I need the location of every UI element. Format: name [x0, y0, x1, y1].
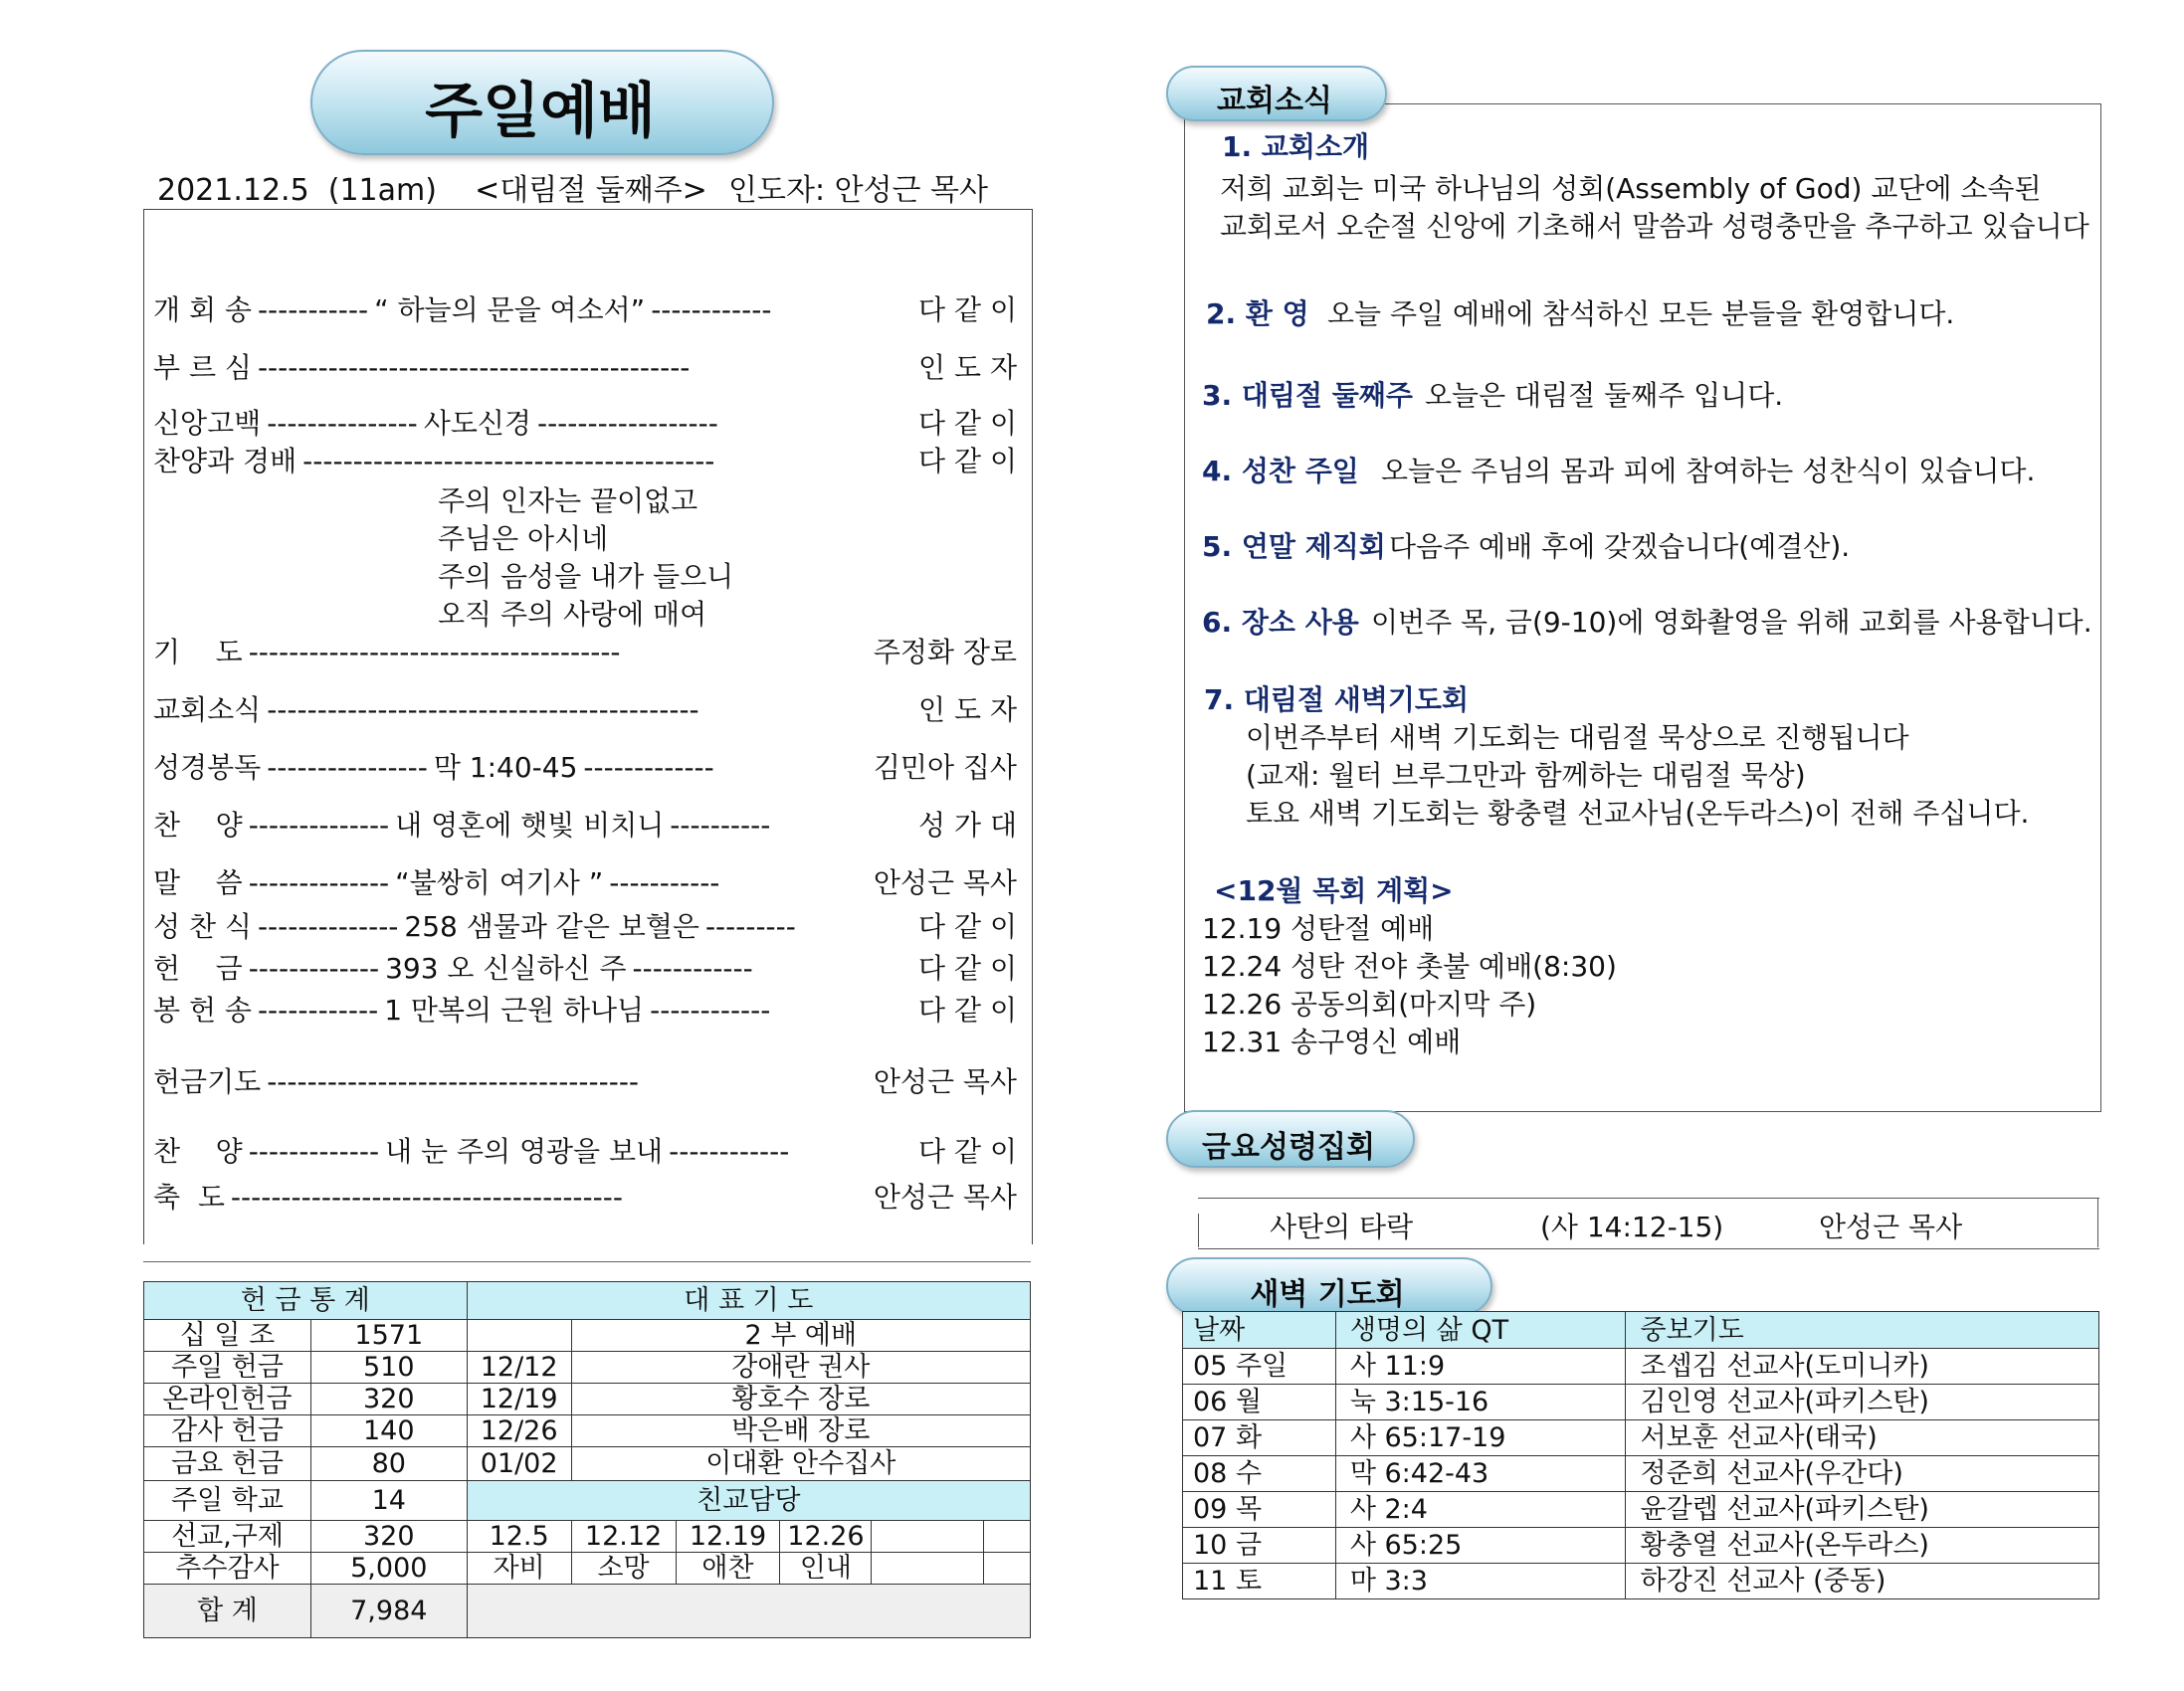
order-dashes: --------- — [704, 910, 796, 943]
order-row — [153, 746, 1017, 786]
plan-item: 12.31 송구영신 예배 — [1202, 1026, 1462, 1058]
order-dashes: ------------------------------------- — [267, 1065, 640, 1098]
order-dashes: -------------- — [257, 910, 399, 943]
fellowship-name: 애찬 — [676, 1553, 780, 1585]
prayer-name: 박은배 장로 — [571, 1415, 1030, 1447]
order-row — [153, 631, 1017, 670]
dawn-qt: 사 2:4 — [1335, 1492, 1626, 1528]
order-row — [153, 861, 1017, 901]
order-box-divider — [143, 1261, 1031, 1262]
order-left — [153, 631, 639, 670]
order-name: 축 도 — [153, 1181, 225, 1214]
order-left — [153, 346, 707, 386]
order-left — [153, 1176, 641, 1216]
dawn-row — [1183, 1492, 2099, 1528]
dawn-col-header: 날짜 — [1183, 1312, 1336, 1349]
order-name: 헌 금 — [153, 952, 243, 985]
order-dashes: ------------- — [248, 952, 380, 985]
dawn-row — [1183, 1420, 2099, 1456]
friday-preacher: 안성근 목사 — [1819, 1211, 1963, 1243]
praise-song: 주의 인자는 끝이없고 — [438, 484, 698, 517]
order-name: 개 회 송 — [153, 293, 252, 326]
offering-header: 헌 금 통 계 — [144, 1282, 468, 1320]
prayer-name: 이대환 안수집사 — [571, 1447, 1030, 1481]
dawn-row — [1183, 1564, 2099, 1599]
order-dashes: ------------------------------------------- — [257, 351, 691, 384]
offering-value: 320 — [310, 1384, 467, 1415]
order-left — [153, 1130, 795, 1170]
news-text: 토요 새벽 기도회는 황충렬 선교사님(온두라스)이 전해 주십니다. — [1246, 797, 2030, 830]
dawn-col-header: 중보기도 — [1626, 1312, 2099, 1349]
order-who: 안성근 목사 — [873, 866, 1017, 899]
offering-label: 추수감사 — [144, 1553, 311, 1585]
empty-cell — [984, 1521, 1031, 1553]
offering-label: 온라인헌금 — [144, 1384, 311, 1415]
dawn-intercession: 하강진 선교사 (중동) — [1626, 1564, 2099, 1599]
dawn-day: 06 월 — [1183, 1385, 1336, 1420]
order-name: 헌금기도 — [153, 1065, 262, 1098]
order-who: 김민아 집사 — [873, 751, 1017, 784]
offering-total-label: 합 계 — [144, 1585, 311, 1638]
order-name: 봉 헌 송 — [153, 994, 252, 1027]
friday-box-left — [1198, 1214, 1199, 1247]
order-item: “ 하늘의 문을 여소서” — [374, 293, 646, 326]
date: 2021.12.5 — [157, 173, 309, 208]
order-name: 말 씀 — [153, 866, 243, 899]
news-heading: 2. 환 영 — [1206, 297, 1309, 330]
offering-total-value: 7,984 — [310, 1585, 467, 1638]
praise-song: 오직 주의 사랑에 매여 — [438, 598, 707, 631]
offering-label: 선교,구제 — [144, 1521, 311, 1553]
order-left — [153, 804, 776, 844]
order-who: 다 같 이 — [918, 994, 1017, 1027]
dawn-intercession: 정준희 선교사(우간다) — [1626, 1456, 2099, 1492]
friday-sermon: 사탄의 타락 — [1270, 1211, 1414, 1243]
order-dashes: ------------- — [583, 751, 714, 784]
order-row — [153, 1060, 1017, 1100]
order-dashes: ------------------------------------- — [248, 636, 621, 668]
order-dashes: -------------- — [248, 809, 390, 842]
order-who: 다 같 이 — [918, 445, 1017, 477]
order-dashes: ----------- — [609, 866, 720, 899]
offering-value: 140 — [310, 1415, 467, 1447]
order-name: 성경봉독 — [153, 751, 262, 784]
order-left — [153, 947, 759, 987]
news-text: 저희 교회는 미국 하나님의 성회(Assembly of God) 교단에 소속된 — [1220, 172, 2042, 205]
order-row — [153, 402, 1017, 442]
dawn-day: 05 주일 — [1183, 1349, 1336, 1385]
offering-label: 주일 학교 — [144, 1481, 311, 1521]
order-dashes: ----------------------------------------- — [302, 445, 715, 477]
dawn-rows — [1183, 1349, 2099, 1599]
offering-label: 주일 헌금 — [144, 1352, 311, 1384]
order-dashes: ---------- — [670, 809, 771, 842]
fellowship-date: 12.12 — [571, 1521, 676, 1553]
prayer-header: 대 표 기 도 — [467, 1282, 1030, 1320]
dawn-qt: 사 65:17-19 — [1335, 1420, 1626, 1456]
dawn-title: 새벽 기도회 — [1250, 1277, 1405, 1312]
order-dashes: ----------- — [257, 293, 369, 326]
order-left — [153, 288, 777, 328]
dawn-table — [1182, 1311, 2099, 1599]
news-text: 다음주 예배 후에 갖겠습니다(예결산). — [1389, 530, 1851, 563]
fellowship-date: 12.5 — [467, 1521, 571, 1553]
order-who: 주정화 장로 — [873, 636, 1017, 668]
order-item: 내 영혼에 햇빛 비치니 — [395, 809, 665, 842]
order-name: 기 도 — [153, 636, 243, 668]
dawn-intercession: 황충열 선교사(온두라스) — [1626, 1528, 2099, 1564]
dawn-day: 11 토 — [1183, 1564, 1336, 1599]
praise-song: 주의 음성을 내가 들으니 — [438, 560, 734, 593]
dawn-row — [1183, 1349, 2099, 1385]
order-who: 다 같 이 — [918, 293, 1017, 326]
order-row — [153, 346, 1017, 386]
order-left — [153, 746, 720, 786]
order-dashes: --------------------------------------- — [230, 1181, 623, 1214]
dawn-day: 09 목 — [1183, 1492, 1336, 1528]
order-row — [153, 440, 1017, 479]
order-item: 393 오 신실하신 주 — [385, 952, 627, 985]
news-heading: 3. 대림절 둘째주 — [1202, 379, 1413, 412]
order-item: “불쌍히 여기사 ” — [395, 866, 604, 899]
order-row — [153, 905, 1017, 945]
dawn-qt: 눅 3:15-16 — [1335, 1385, 1626, 1420]
offering-label: 금요 헌금 — [144, 1447, 311, 1481]
plan-title: <12월 목회 계획> — [1214, 874, 1454, 907]
order-who: 인 도 자 — [918, 351, 1017, 384]
order-name: 찬 양 — [153, 809, 243, 842]
friday-box-right — [2097, 1198, 2098, 1247]
order-dashes: ---------------- — [267, 751, 428, 784]
news-text: 이번주 목, 금(9-10)에 영화촬영을 위해 교회를 사용합니다. — [1371, 606, 2092, 639]
order-item: 258 샘물과 같은 보혈은 — [404, 910, 699, 943]
order-left — [153, 402, 724, 442]
fellowship-date: 12.26 — [780, 1521, 872, 1553]
order-left — [153, 861, 725, 901]
order-dashes: ------------ — [257, 994, 379, 1027]
order-who: 다 같 이 — [918, 952, 1017, 985]
news-heading: 5. 연말 제직회 — [1202, 530, 1386, 563]
time: (11am) — [327, 173, 437, 208]
service-date — [157, 165, 707, 209]
dawn-col-header: 생명의 삶 QT — [1335, 1312, 1626, 1349]
order-item: 막 1:40-45 — [433, 751, 578, 784]
order-dashes: ------------ — [632, 952, 753, 985]
order-dashes: --------------- — [267, 407, 418, 440]
dawn-qt: 막 6:42-43 — [1335, 1456, 1626, 1492]
prayer-name: 황호수 장로 — [571, 1384, 1030, 1415]
order-dashes: -------------- — [248, 866, 390, 899]
fellowship-name: 자비 — [467, 1553, 571, 1585]
order-who: 안성근 목사 — [873, 1065, 1017, 1098]
news-heading: 7. 대림절 새벽기도회 — [1204, 683, 1470, 716]
order-row — [153, 804, 1017, 844]
order-dashes: ------------------------------------------- — [267, 693, 699, 726]
prayer-date: 01/02 — [467, 1447, 571, 1481]
order-who: 다 같 이 — [918, 1135, 1017, 1168]
dawn-qt: 마 3:3 — [1335, 1564, 1626, 1599]
friday-scripture: (사 14:12-15) — [1540, 1211, 1724, 1243]
order-name: 신앙고백 — [153, 407, 262, 440]
order-name: 부 르 심 — [153, 351, 252, 384]
empty-cell — [984, 1553, 1031, 1585]
order-who: 인 도 자 — [918, 693, 1017, 726]
order-who: 성 가 대 — [918, 809, 1017, 842]
order-row — [153, 1176, 1017, 1216]
praise-song: 주님은 아시네 — [438, 522, 609, 555]
prayer-service: 2 부 예배 — [571, 1320, 1030, 1352]
dawn-intercession: 조셉김 선교사(도미니카) — [1626, 1349, 2099, 1385]
page-title: 주일예배 — [425, 77, 656, 146]
plan-item: 12.26 공동의회(마지막 주) — [1202, 988, 1537, 1021]
dawn-qt: 사 65:25 — [1335, 1528, 1626, 1564]
offering-value: 1571 — [310, 1320, 467, 1352]
news-text: 이번주부터 새벽 기도회는 대림절 묵상으로 진행됩니다 — [1246, 721, 1909, 754]
plan-item: 12.19 성탄절 예배 — [1202, 912, 1435, 945]
dawn-row — [1183, 1456, 2099, 1492]
fellowship-header: 친교담당 — [467, 1481, 1030, 1521]
dawn-intercession: 김인영 선교사(파키스탄) — [1626, 1385, 2099, 1420]
offering-value: 14 — [310, 1481, 467, 1521]
order-row — [153, 989, 1017, 1029]
empty-cell — [872, 1553, 984, 1585]
dawn-day: 10 금 — [1183, 1528, 1336, 1564]
order-left — [153, 989, 776, 1029]
offering-value: 5,000 — [310, 1553, 467, 1585]
order-name: 찬양과 경배 — [153, 445, 298, 477]
offering-value: 320 — [310, 1521, 467, 1553]
order-dashes: ------------------ — [536, 407, 718, 440]
dawn-row — [1183, 1385, 2099, 1420]
order-left — [153, 905, 802, 945]
leader: 인도자: 안성근 목사 — [728, 173, 989, 208]
order-dashes: ------------ — [669, 1135, 790, 1168]
offering-label: 십 일 조 — [144, 1320, 311, 1352]
order-dashes: ------------ — [651, 293, 772, 326]
order-dashes: ------------- — [248, 1135, 380, 1168]
order-who: 다 같 이 — [918, 910, 1017, 943]
order-who: 다 같 이 — [918, 407, 1017, 440]
prayer-name: 강애란 권사 — [571, 1352, 1030, 1384]
plan-item: 12.24 성탄 전야 촛불 예배(8:30) — [1202, 950, 1617, 983]
order-dashes: ------------ — [650, 994, 771, 1027]
dawn-day: 07 화 — [1183, 1420, 1336, 1456]
dawn-day: 08 수 — [1183, 1456, 1336, 1492]
order-who: 안성근 목사 — [873, 1181, 1017, 1214]
prayer-date: 12/19 — [467, 1384, 571, 1415]
order-left — [153, 440, 732, 479]
order-item: 내 눈 주의 영광을 보내 — [385, 1135, 664, 1168]
order-left — [153, 1060, 657, 1100]
dawn-qt: 사 11:9 — [1335, 1349, 1626, 1385]
offering-label: 감사 헌금 — [144, 1415, 311, 1447]
prayer-date — [467, 1320, 571, 1352]
order-row — [153, 688, 1017, 728]
news-heading: 4. 성찬 주일 — [1202, 455, 1359, 487]
friday-title: 금요성령집회 — [1202, 1130, 1375, 1165]
news-title: 교회소식 — [1217, 84, 1332, 118]
order-row — [153, 947, 1017, 987]
news-text: 오늘은 대림절 둘째주 입니다. — [1425, 379, 1784, 412]
empty-cell — [872, 1521, 984, 1553]
fellowship-date: 12.19 — [676, 1521, 780, 1553]
dawn-intercession: 윤갈렙 선교사(파키스탄) — [1626, 1492, 2099, 1528]
dawn-row — [1183, 1528, 2099, 1564]
order-row — [153, 288, 1017, 328]
order-row — [153, 1130, 1017, 1170]
news-heading: 6. 장소 사용 — [1202, 606, 1359, 639]
order-item: 1 만복의 근원 하나님 — [384, 994, 645, 1027]
offering-prayer-table — [143, 1281, 1031, 1638]
news-heading: 1. 교회소개 — [1222, 130, 1370, 163]
order-name: 성 찬 식 — [153, 910, 252, 943]
news-text: (교재: 월터 브루그만과 함께하는 대림절 묵상) — [1246, 759, 1806, 792]
liturgical-week: <대림절 둘째주> — [475, 173, 707, 208]
offering-value: 510 — [310, 1352, 467, 1384]
offering-value: 80 — [310, 1447, 467, 1481]
order-name: 찬 양 — [153, 1135, 243, 1168]
prayer-date: 12/12 — [467, 1352, 571, 1384]
dawn-intercession: 서보훈 선교사(태국) — [1626, 1420, 2099, 1456]
news-text: 교회로서 오순절 신앙에 기초해서 말씀과 성령충만을 추구하고 있습니다 — [1220, 210, 2089, 243]
news-text: 오늘은 주님의 몸과 피에 참여하는 성찬식이 있습니다. — [1381, 455, 2036, 487]
order-item: 사도신경 — [423, 407, 531, 440]
empty-cell — [467, 1585, 1030, 1638]
fellowship-name: 인내 — [780, 1553, 872, 1585]
fellowship-name: 소망 — [571, 1553, 676, 1585]
order-left — [153, 688, 717, 728]
prayer-date: 12/26 — [467, 1415, 571, 1447]
news-text: 오늘 주일 예배에 참석하신 모든 분들을 환영합니다. — [1327, 297, 1955, 330]
order-name: 교회소식 — [153, 693, 262, 726]
